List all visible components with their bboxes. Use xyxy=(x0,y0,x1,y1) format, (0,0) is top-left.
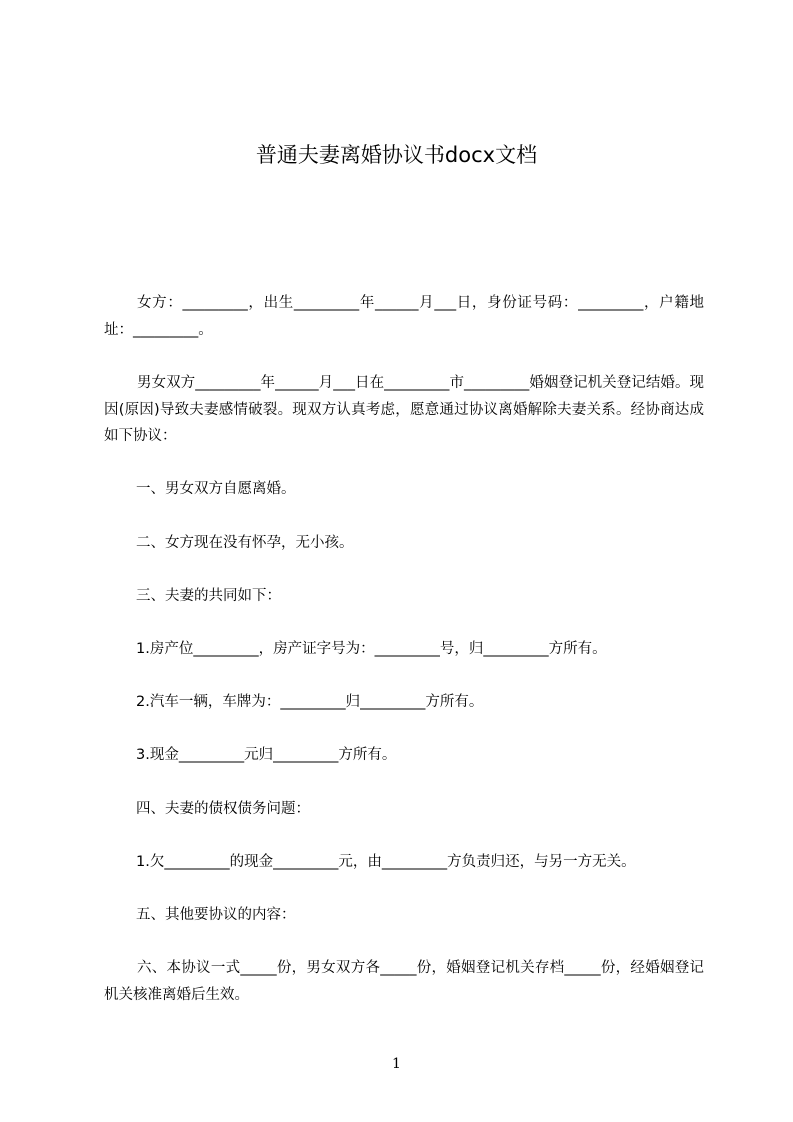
clause-6-paragraph: 六、本协议一式_____份，男女双方各_____份，婚姻登记机关存档_____份，经婚姻登记机关核准离婚后生效。 xyxy=(104,960,704,1003)
party-info-paragraph: 女方：_________，出生_________年______月___日，身份证号码：_________，户籍地址：_________。 xyxy=(104,295,704,338)
clause-3-heading: 三、夫妻的共同如下： xyxy=(136,588,281,604)
debt-item: 1.欠_________的现金_________元，由_________方负责归还，与另一方无关。 xyxy=(136,854,636,870)
marriage-info-paragraph: 男女双方_________年______月___日在_________市_________婚姻登记机关登记结婚。现因(原因)导致夫妻感情破裂。现双方认真考虑，愿意通过协议离婚解除夫妻关系。经协商达成如下协议： xyxy=(104,375,704,444)
clause-2-paragraph: 二、女方现在没有怀孕，无小孩。 xyxy=(136,535,354,551)
page-number: 1 xyxy=(392,1056,401,1072)
property-car-item: 2.汽车一辆，车牌为：_________归_________方所有。 xyxy=(136,694,484,710)
clause-1-paragraph: 一、男女双方自愿离婚。 xyxy=(136,481,296,497)
clause-5-heading: 五、其他要协议的内容： xyxy=(136,907,296,923)
property-house-item: 1.房产位_________，房产证字号为：_________号，归_________方所有。 xyxy=(136,641,607,657)
document-title: 普通夫妻离婚协议书docx文档 xyxy=(255,143,538,167)
clause-4-heading: 四、夫妻的债权债务问题： xyxy=(136,801,310,817)
property-cash-item: 3.现金_________元归_________方所有。 xyxy=(136,747,397,763)
